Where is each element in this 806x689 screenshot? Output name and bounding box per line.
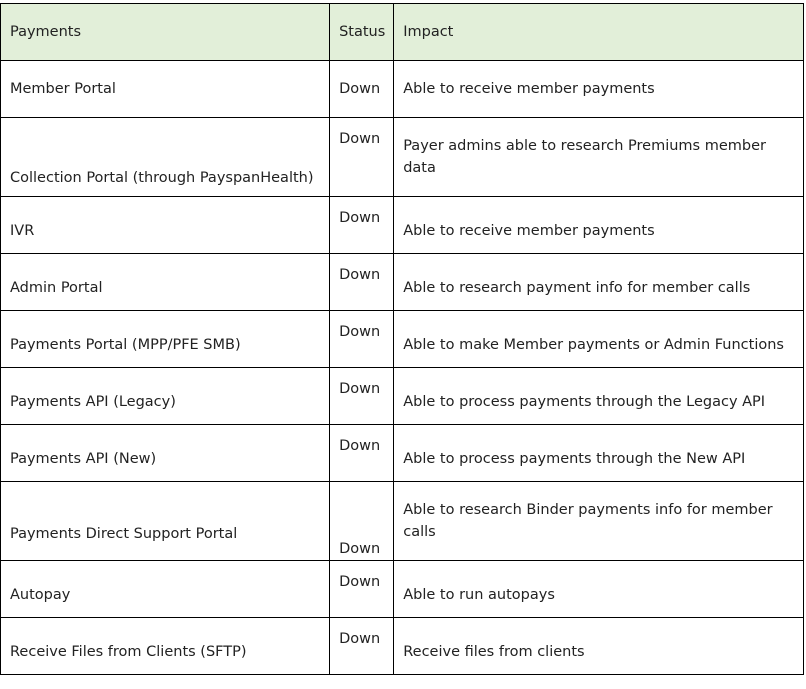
status-cell: Down xyxy=(330,482,394,561)
table-row xyxy=(1,561,804,618)
payments-cell: Payments API (Legacy) xyxy=(1,368,330,425)
status-cell: Down xyxy=(330,618,394,675)
table-row xyxy=(1,311,804,368)
table-row xyxy=(1,254,804,311)
status-cell: Down xyxy=(330,311,394,368)
impact-cell: Able to process payments through the Legacy API xyxy=(394,368,804,425)
status-cell: Down xyxy=(330,197,394,254)
payments-cell: Receive Files from Clients (SFTP) xyxy=(1,618,330,675)
payments-status-table xyxy=(0,3,804,675)
payments-cell: Payments API (New) xyxy=(1,425,330,482)
table-row xyxy=(1,425,804,482)
table-row xyxy=(1,618,804,675)
header-impact: Impact xyxy=(394,4,804,61)
impact-cell: Able to receive member payments xyxy=(394,197,804,254)
table-row xyxy=(1,118,804,197)
payments-cell: Payments Direct Support Portal xyxy=(1,482,330,561)
impact-cell: Able to research Binder payments info for member calls xyxy=(394,482,804,561)
impact-cell: Receive files from clients xyxy=(394,618,804,675)
table-row xyxy=(1,368,804,425)
table-row xyxy=(1,61,804,118)
payments-cell: Collection Portal (through PayspanHealth) xyxy=(1,118,330,197)
payments-cell: Member Portal xyxy=(1,61,330,118)
impact-cell: Able to make Member payments or Admin Functions xyxy=(394,311,804,368)
table-row xyxy=(1,482,804,561)
header-payments: Payments xyxy=(1,4,330,61)
status-cell: Down xyxy=(330,61,394,118)
table-row xyxy=(1,197,804,254)
payments-cell: Payments Portal (MPP/PFE SMB) xyxy=(1,311,330,368)
impact-cell: Able to research payment info for member calls xyxy=(394,254,804,311)
status-cell: Down xyxy=(330,368,394,425)
payments-cell: Admin Portal xyxy=(1,254,330,311)
status-cell: Down xyxy=(330,254,394,311)
payments-cell: IVR xyxy=(1,197,330,254)
status-cell: Down xyxy=(330,118,394,197)
impact-cell: Payer admins able to research Premiums member data xyxy=(394,118,804,197)
table-header-row xyxy=(1,4,804,61)
header-status: Status xyxy=(330,4,394,61)
impact-cell: Able to run autopays xyxy=(394,561,804,618)
payments-cell: Autopay xyxy=(1,561,330,618)
impact-cell: Able to process payments through the New API xyxy=(394,425,804,482)
status-cell: Down xyxy=(330,425,394,482)
status-cell: Down xyxy=(330,561,394,618)
impact-cell: Able to receive member payments xyxy=(394,61,804,118)
